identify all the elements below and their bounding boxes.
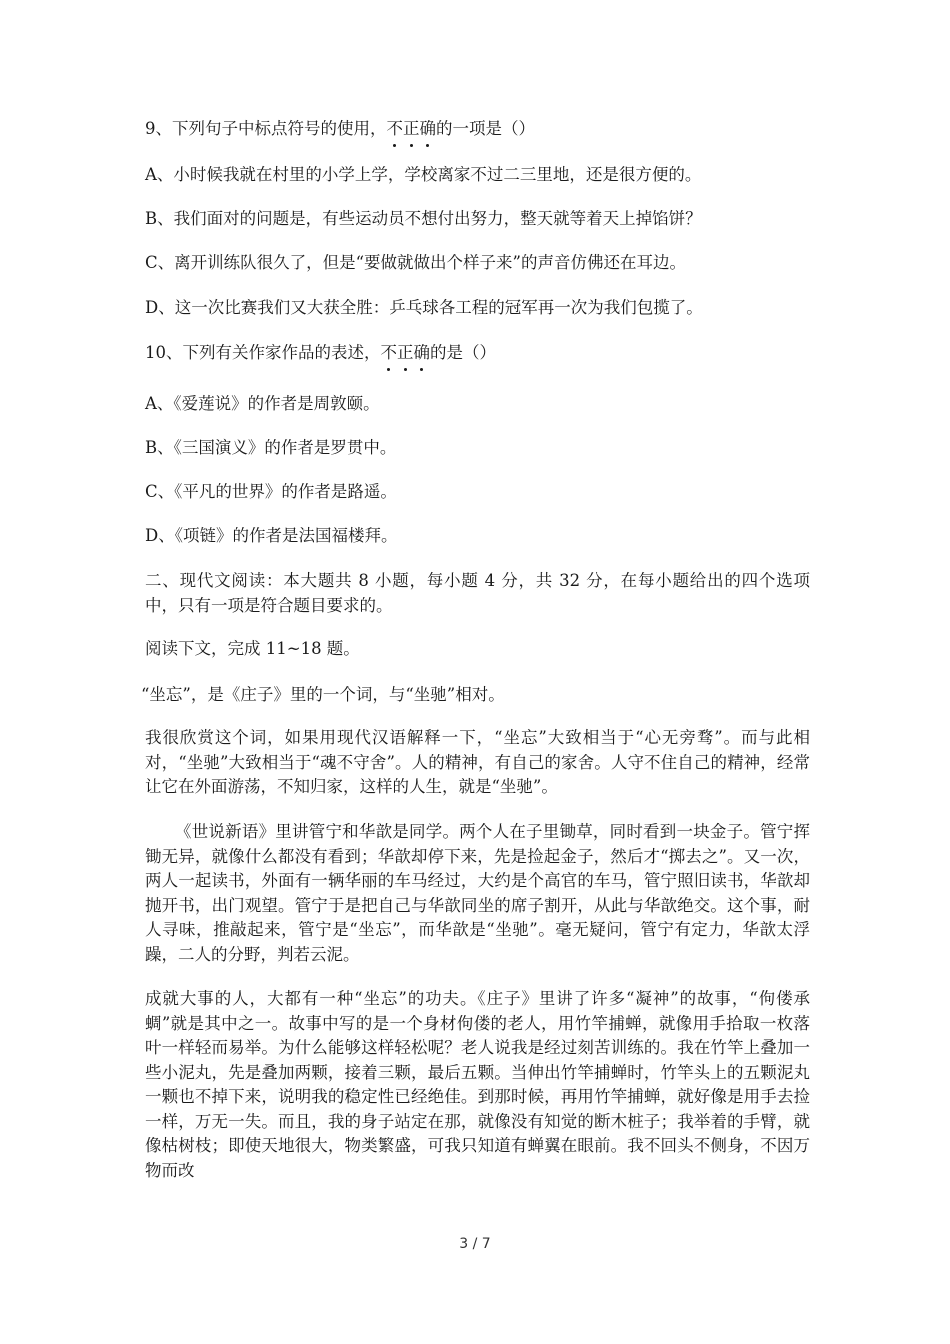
section-2-heading: 二、现代文阅读：本大题共 8 小题，每小题 4 分，共 32 分，在每小题给出的四个选项中，只有一项是符合题目要求的。 — [145, 571, 810, 615]
question-9-stem-after: 的一项是（） — [436, 119, 535, 138]
question-10-stem-after: 的是（） — [430, 343, 496, 362]
question-9-option-a: A、小时候我就在村里的小学上学，学校离家不过二三里地，还是很方便的。 — [145, 165, 702, 184]
passage-paragraph-4: 成就大事的人，大都有一种“坐忘”的功夫。《庄子》里讲了许多“凝神”的故事，“佝偻承蜩”就是其中之一。故事中写的是一个身材佝偻的老人，用竹竿捕蝉，就像用手拾取一枚落叶一样轻而易举。为什么能够这样轻松呢？老人说我是经过刻苦训练的。我在竹竿上叠加一些小泥丸，先是叠加两颗，接着三颗，最后五颗。当伸出竹竿捕蝉时，竹竿头上的五颗泥丸一颗也不掉下来，说明我的稳定性已经绝佳。到那时候，再用竹竿捕蝉，就好像是用手去捡一样，万无一失。而且，我的身子站定在那，就像没有知觉的断木桩子；我举着的手臂，就像枯树枝；即使天地很大，物类繁盛，可我只知道有蝉翼在眼前。我不回头不侧身，不因万物而改 — [145, 989, 810, 1180]
question-10-stem — [145, 341, 496, 365]
emphasis-dot-char: 不 — [381, 341, 398, 365]
question-9-stem — [145, 117, 535, 141]
emphasis-dot-char: 确 — [420, 117, 437, 141]
question-10-option-c: C、《平凡的世界》的作者是路遥。 — [145, 482, 397, 501]
question-9-stem-before: 9、下列句子中标点符号的使用， — [145, 119, 387, 138]
question-9-option-c: C、离开训练队很久了，但是“要做就做出个样子来”的声音仿佛还在耳边。 — [145, 253, 686, 272]
question-9-option-b: B、我们面对的问题是，有些运动员不想付出努力，整天就等着天上掉馅饼？ — [145, 209, 702, 228]
passage-paragraph-1: “坐忘”，是《庄子》里的一个词，与“坐驰”相对。 — [141, 685, 505, 704]
question-10-stem-before: 10、下列有关作家作品的表述， — [145, 343, 381, 362]
emphasis-dot-char: 正 — [397, 341, 414, 365]
emphasis-dot-char: 不 — [387, 117, 404, 141]
passage-paragraph-2: 我很欣赏这个词，如果用现代汉语解释一下，“坐忘”大致相当于“心无旁骛”。而与此相对，“坐驰”大致相当于“魂不守舍”。人的精神，有自己的家舍。人守不住自己的精神，经常让它在外面游荡，不知归家，这样的人生，就是“坐驰”。 — [145, 728, 810, 796]
emphasis-dot-char: 确 — [414, 341, 431, 365]
question-9-option-d: D、这一次比赛我们又大获全胜：乒乓球各工程的冠军再一次为我们包揽了。 — [145, 298, 703, 317]
emphasis-dot-char: 正 — [403, 117, 420, 141]
question-10-option-b: B、《三国演义》的作者是罗贯中。 — [145, 438, 397, 457]
section-2-instruction: 阅读下文，完成 11~18 题。 — [145, 639, 360, 658]
page-indicator: 3 / 7 — [459, 1236, 491, 1252]
passage-paragraph-3: 《世说新语》里讲管宁和华歆是同学。两个人在子里锄草，同时看到一块金子。管宁挥锄无异，就像什么都没有看到；华歆却停下来，先是捡起金子，然后才“掷去之”。又一次，两人一起读书，外面有一辆华丽的车马经过，大约是个高官的车马，管宁照旧读书，华歆却抛开书，出门观望。管宁于是把自己与华歆同坐的席子割开，从此与华歆绝交。这个事，耐人寻味，推敲起来，管宁是“坐忘”，而华歆是“坐驰”。毫无疑问，管宁有定力，华歆太浮躁，二人的分野，判若云泥。 — [145, 822, 810, 964]
question-10-option-a: A、《爱莲说》的作者是周敦颐。 — [145, 394, 380, 413]
question-10-option-d: D、《项链》的作者是法国福楼拜。 — [145, 526, 398, 545]
